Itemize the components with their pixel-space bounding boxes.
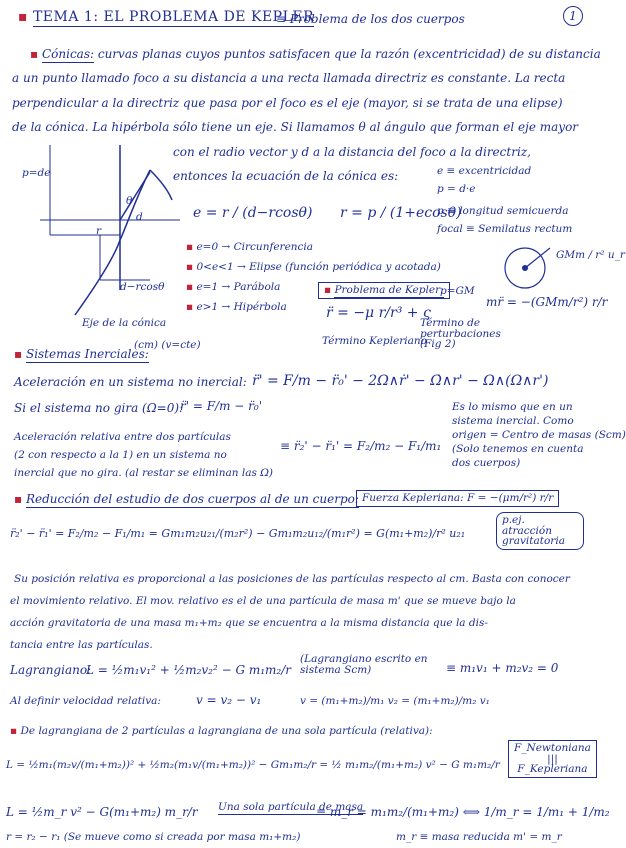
case-circ: ▪ e=0 → Circunferencia: [186, 241, 314, 253]
reduccion-heading-line: ▪ Reducción del estudio de dos cuerpos al de un cuerpo:: [14, 492, 359, 506]
conicas-text-2: a un punto llamado foco a su distancia a una recta llamada directriz es constante. La recta: [12, 71, 566, 85]
page-title: [18, 10, 314, 24]
conicas-text-5: con el radio vector y d a la distancia del foco a la directriz,: [173, 145, 531, 159]
lagrangiano-cm: ≡ m₁v₁ + m₂v₂ = 0: [446, 661, 559, 675]
velocidad-label: Al definir velocidad relativa:: [10, 695, 161, 707]
reduccion-para-4: tancia entre las partículas.: [10, 639, 153, 651]
def-semicuerda: p ≡ longitud semicuerda: [437, 205, 569, 217]
accel-eq: r̈' = F/m − r̈₀' − 2Ω∧ṙ' − Ω̇∧r' − Ω∧(Ω∧r'): [252, 373, 549, 389]
inerciales-heading-line: ▪ Sistemas Inerciales:: [14, 347, 149, 361]
title-underline-marker: ▪: [18, 9, 28, 25]
def-excentricidad: e ≡ excentricidad: [437, 165, 532, 177]
conicas-line1: [30, 48, 601, 60]
conic-eq-r: r = p / (1+ecosθ): [340, 205, 462, 221]
relativa-1: Aceleración relativa entre dos partículas: [14, 431, 231, 443]
def-semilatus: focal ≡ Semilatus rectum: [437, 223, 573, 235]
perturb-term: Término de perturbaciones (Fig 2): [420, 317, 501, 350]
accel-label: Aceleración en un sistema no inercial:: [14, 375, 247, 389]
relativa-eq: ≡ r̈₂' − r̈₁' = F₂/m₂ − F₁/m₁: [280, 439, 442, 453]
last-line: r = r₂ − r₁ (Se mueve como si creada por masa m₁+m₂): [6, 831, 301, 843]
reduccion-para-2: el movimiento relativo. El mov. relativo es el de una partícula de masa m' que se mueve bajo la: [10, 595, 516, 607]
reduccion-note-box: p.ej. atracción gravitatoria: [496, 512, 584, 550]
side-note-1: Es lo mismo que en un: [452, 401, 573, 413]
case-parabola: ▪ e=1 → Parábola: [186, 281, 281, 293]
side-note-4: (Solo tenemos en cuenta: [452, 443, 584, 455]
diagram-d-label: d: [136, 211, 143, 223]
de-lag-line: ▪ De lagrangiana de 2 partículas a lagrangiana de una sola partícula (relativa):: [10, 725, 433, 737]
conicas-heading: Cónicas:: [41, 47, 95, 61]
big-lagrangian-eq: L = ½m₁(m₂v/(m₁+m₂))² + ½m₂(m₁v/(m₁+m₂))² − Gm₁m₂/r = ½ m₁m₂/(m₁+m₂) v² − G m₁m₂/r: [6, 759, 500, 771]
kepler-term: Término Kepleriano: [322, 335, 427, 347]
title-text: TEMA 1: EL PROBLEMA DE KEPLER: [32, 9, 315, 25]
kepler-box: ▪ Problema de Kepler:: [318, 282, 450, 299]
case-hiperbola: ▪ e>1 → Hipérbola: [186, 301, 287, 313]
side-note-3: origen = Centro de masas (Scm): [452, 429, 626, 441]
orbit-figure: [500, 238, 560, 298]
reduccion-eq: r̈₂' − r̈₁' = F₂/m₂ − F₁/m₁ = Gm₁m₂u₂₁/(m₂r²) − Gm₁m₂u₁₂/(m₁r²) = G(m₁+m₂)/r² u₂₁: [10, 527, 466, 540]
fuerza-kepleriana-box: Fuerza Kepleriana: F = −(μm/r²) r/r: [356, 490, 559, 507]
lagrangiano-eq: L = ½m₁v₁² + ½m₂v₂² − G m₁m₂/r: [86, 663, 292, 677]
bullet-icon: ▪: [30, 47, 39, 61]
nogira-eq: r̈' = F/m − r̈₀': [180, 399, 262, 413]
gmm-label: GMm / r² u_r: [556, 249, 625, 261]
kepler-p: p=GM: [440, 285, 475, 297]
diagram-r-label: r: [96, 225, 102, 237]
diagram-axis-label: Eje de la cónica: [82, 317, 167, 329]
inerciales-note: (cm) (v=cte): [134, 339, 201, 351]
conicas-text-1: curvas planas cuyos puntos satisfacen que la razón (excentricidad) de su distancia: [97, 47, 601, 61]
lagrangiano-label: Lagrangiano:: [10, 663, 92, 677]
diagram-p-label: p=de: [22, 167, 51, 179]
case-elipse: ▪ 0<e<1 → Elipse (función periódica y acotada): [186, 261, 441, 273]
una-sola-label: Una sola partícula de masa: [218, 801, 364, 813]
diagram-dcos-label: d−rcosθ: [120, 281, 165, 293]
last-right: m_r ≡ masa reducida m' = m_r: [396, 831, 562, 843]
reduccion-para-3: acción gravitatoria de una masa m₁+m₂ que se encuentra a la misma distancia que la dis-: [10, 617, 488, 629]
kepler-eq: r̈ = −μ r/r³ + ς: [326, 305, 431, 321]
conicas-text-3: perpendicular a la directriz que pasa por el foco es el eje (mayor, si se trata de una elipse): [12, 96, 563, 110]
conic-eq-e: e = r / (d−rcosθ): [193, 205, 313, 221]
side-note-2: sistema inercial. Como: [452, 415, 574, 427]
velocidad-rel: v = (m₁+m₂)/m₁ v₂ = (m₁+m₂)/m₂ v₁: [300, 695, 490, 707]
relativa-2: (2 con respecto a la 1) en un sistema no: [14, 449, 227, 461]
masa-reducida-eq: ≡ m_r = m₁m₂/(m₁+m₂) ⟺ 1/m_r = 1/m₁ + 1/m₂: [316, 805, 610, 819]
velocidad-eq: v = v₂ − v₁: [196, 693, 262, 707]
kepler-force: mr̈ = −(GMm/r²) r/r: [486, 295, 608, 309]
nogira-label: Si el sistema no gira (Ω=0):: [14, 401, 184, 415]
def-p: p = d·e: [437, 183, 476, 195]
diagram-theta-label: θ: [126, 195, 133, 207]
final-lagrangian: L = ½m_r v² − G(m₁+m₂) m_r/r: [6, 805, 198, 819]
lagrangiano-note: (Lagrangiano escrito en sistema Scm): [300, 653, 428, 676]
reduccion-para-1: Su posición relativa es proporcional a las posiciones de las partículas respecto al cm. Basta con conocer: [14, 573, 570, 585]
relativa-3: inercial que no gira. (al restar se eliminan las Ω): [14, 467, 274, 479]
f-box: F_Newtoniana ||| F_Kepleriana: [508, 740, 597, 778]
page-number: 1: [563, 6, 583, 26]
side-note-5: dos cuerpos): [452, 457, 521, 469]
conic-diagram: [40, 140, 180, 330]
title-subtitle: ≡ Problema de los dos cuerpos: [276, 12, 465, 26]
conicas-text-4: de la cónica. La hipérbola sólo tiene un eje. Si llamamos θ al ángulo que forman el eje mayor: [12, 120, 579, 134]
conicas-text-6: entonces la ecuación de la cónica es:: [173, 169, 399, 183]
